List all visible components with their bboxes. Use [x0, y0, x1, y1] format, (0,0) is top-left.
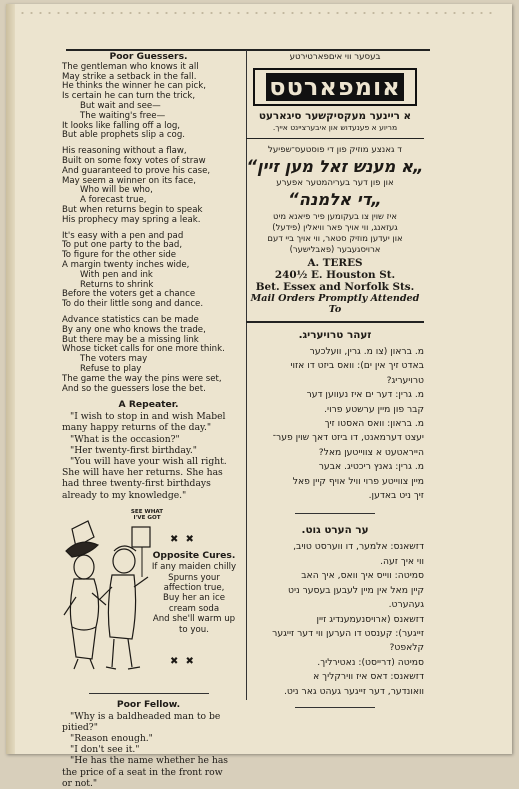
ad-line-1: א ריינער מעקסיקשער סיגארעט	[258, 110, 412, 122]
text-line: באדט זיך אין ים): וואס ביזט דו אזוי	[290, 360, 424, 372]
opposite-cures-body	[150, 562, 238, 635]
poem-line: It's easy with a pen and pad	[62, 230, 184, 241]
poem-line: Who will be who,	[80, 185, 153, 196]
text-line: קלאפט?	[389, 642, 424, 654]
poem-stanza	[62, 232, 235, 310]
section2-body	[246, 540, 424, 698]
poem-line: His reasoning without a flaw,	[62, 146, 187, 157]
opposite-cures	[150, 551, 238, 635]
ad-rule	[246, 138, 424, 139]
left-column	[62, 52, 235, 789]
poem-line: And guaranteed to prove his case,	[62, 165, 211, 176]
section1-title: זעהר טרויעריג.	[298, 329, 372, 341]
poem-line: Built on some foxy votes of straw	[62, 155, 206, 166]
ad-line-2: מריוע א פענעדוש און איבערציינט אייך.	[272, 123, 398, 132]
paragraph: "You will have your wish all right. She will have her returns. She has had three twenty-first birthdays already to my knowledge."	[62, 455, 227, 501]
section-separator-right	[295, 513, 375, 514]
ad-line-3: ד גאנצע מוזיק פון די פוסטעס־שפיעל	[268, 145, 402, 155]
section-separator	[89, 693, 209, 694]
section2-title: ער הערט גוט.	[301, 524, 369, 537]
ad-mail-orders: Mail Orders Promptly Attended To	[250, 293, 420, 315]
verse-line: Spurns your affection true,	[163, 572, 225, 593]
poem-line: He thinks the winner he can pick,	[62, 81, 206, 92]
poem-line: To do their little song and dance.	[62, 299, 204, 310]
ad-line-5: איז שוין צו בעקומען פיר פיאנא מיט	[273, 211, 397, 221]
poem-stanza	[62, 316, 235, 394]
paragraph: "Reason enough."	[70, 732, 153, 744]
poem-line: But able prophets slip a cog.	[62, 130, 186, 141]
poem-line: The voters may	[80, 354, 148, 365]
poem-line: The waiting's free—	[80, 110, 166, 121]
text-line: זייגער): קענסט דו הערען ווי דער זייגער	[272, 627, 424, 639]
verse-line: And she'll warm up to you.	[152, 614, 236, 635]
ad-headline-2: „די אלמנה“	[288, 190, 382, 209]
verse-line: If any maiden chilly	[151, 562, 237, 573]
ad-address-2: Bet. Essex and Norfolk Sts.	[255, 281, 415, 293]
poem-line: But when returns begin to speak	[62, 204, 203, 215]
repeater-title: A Repeater.	[118, 399, 179, 411]
text-line: געהערט.	[388, 599, 424, 611]
brand-logo	[253, 68, 417, 106]
cartoon-sign: SEE WHAT I'VE GOT	[130, 508, 164, 522]
paragraph: "What is the occasion?"	[70, 433, 180, 445]
poem-line: Refuse to play	[80, 363, 142, 374]
poem-line: His prophecy may spring a leak.	[62, 214, 201, 225]
paragraph: "He has the name whether he has the price of a seat in the front row or not."	[62, 755, 229, 789]
text-line: סמיטה (דרייסט): נאטירליך.	[317, 656, 424, 668]
paragraph: "Her twenty-first birthday."	[70, 444, 198, 456]
paragraph: "I wish to stop in and wish Mabel many happy returns of the day."	[62, 411, 226, 434]
poem-body	[62, 63, 235, 395]
section1-body	[246, 345, 424, 503]
poem-line: To put one party to the bad,	[62, 240, 183, 251]
ornament-stars-top: ✖ ✖	[170, 533, 196, 545]
text-line: סמיטה: ווייס איך וואס, איך האב	[301, 570, 424, 582]
poor-fellow-body	[62, 711, 235, 789]
poem-line: But wait and see—	[80, 100, 161, 111]
text-line: מ. גרין: דער ים איז נעווען דער	[306, 389, 424, 401]
paragraph: "I don't see it."	[70, 744, 140, 756]
poem-title: Poor Guessers.	[109, 51, 188, 62]
ad-name: A. TERES	[307, 257, 363, 269]
text-line: טרויעריג?	[386, 374, 424, 386]
text-line: ווי איך זעה.	[380, 555, 424, 567]
ornament-stars-bottom: ✖ ✖	[170, 655, 196, 667]
poem-line: And so the guessers lose the bet.	[62, 383, 206, 394]
text-line: מ. גרין: גאנץ ריכטיג. אבער	[318, 461, 424, 473]
poem-stanza	[62, 147, 235, 225]
perforation-dots	[18, 10, 498, 16]
poem-line: With pen and ink	[80, 269, 153, 280]
text-line: דזשאנס: דאס איז ווירקליך א	[313, 671, 424, 683]
ad-line-6: געזאנג, ווי אויך פאר וויאלין (פידעל)	[272, 222, 398, 232]
section-end-rule	[295, 707, 375, 708]
poem-line: A forecast true,	[80, 195, 147, 206]
ad-line-7: און יעדען מוזיק סטאר, ווי אויך ביי דעם	[267, 233, 403, 243]
ad-header: בעסער ווי איםפארטירטע	[289, 52, 381, 62]
paragraph: "Why is a baldheaded man to be pitied?"	[62, 710, 221, 733]
poem-line: Before the voters get a chance	[62, 289, 196, 300]
right-column	[246, 52, 424, 718]
poor-fellow-title: Poor Fellow.	[116, 698, 181, 710]
poem-line: A margin twenty inches wide,	[62, 259, 190, 270]
poem-line: May strike a setback in the fall.	[62, 71, 197, 82]
poem-stanza	[62, 63, 235, 141]
poem-line: May seem a winner on its face,	[62, 175, 196, 186]
ad-address-1: 240½ E. Houston St.	[274, 269, 396, 281]
poem-line: The game the way the pins were set,	[62, 373, 222, 384]
ad-headline-1: „א מענש זאל מען זיין“	[246, 157, 424, 176]
opposite-cures-title: Opposite Cures.	[152, 549, 236, 561]
text-line: הייראטעט א צווייטען מאל?	[318, 446, 424, 458]
text-line: קיין מאל אין מיין לעבען בעסער ניט	[287, 584, 424, 596]
poem-line: To figure for the other side	[62, 250, 177, 261]
poem-line: It looks like falling off a log,	[62, 120, 181, 131]
text-line: וואונדער, דער זייגער געהט גאר ניט.	[284, 685, 424, 697]
text-line: זיך ניט באדען.	[368, 490, 424, 502]
ad-line-4: און פון דער בעריהמטער אפערע	[276, 178, 394, 188]
cartoon-illustration	[62, 507, 152, 677]
text-line: דזשאנס: אלמער, דו ווערסט טויב,	[293, 541, 424, 553]
poem-line: Returns to shrink	[80, 279, 154, 290]
text-line: קבר פון מיין ערשטע פרוי.	[324, 403, 424, 415]
ad-line-8: ארויסגעבער (פאבלישער)	[289, 244, 381, 254]
text-line: יעצט דערמאנט, דו ביזט דאך שוין פער־	[272, 432, 424, 444]
repeater-body	[62, 411, 235, 501]
poem-line: The gentleman who knows it all	[62, 61, 199, 72]
poem-line: By any one who knows the trade,	[62, 324, 206, 335]
poem-line: Advance statistics can be made	[62, 314, 199, 325]
text-line: מ. בראון (צו מ. גרין, וועלכער	[309, 346, 424, 357]
poem-line: Is certain he can turn the trick,	[62, 91, 196, 102]
text-line: דזשאנס (ארויסנעמענדיג זיין	[316, 613, 424, 625]
poem-line: But there may be a missing link	[62, 334, 199, 345]
ad-bottom-rule	[246, 321, 424, 323]
cartoon-block	[62, 507, 235, 677]
page-spine	[6, 4, 15, 754]
brand-logo-text: אומפארטס	[266, 73, 403, 101]
verse-line: Buy her an ice cream soda	[162, 593, 225, 614]
text-line: מיין צווייטע פרוי וויל אויף קיין פאל	[292, 475, 424, 487]
poem-line: Whose ticket calls for one more think.	[62, 344, 225, 355]
text-line: מ. בראון: וואס האסטו זיך	[324, 418, 424, 430]
